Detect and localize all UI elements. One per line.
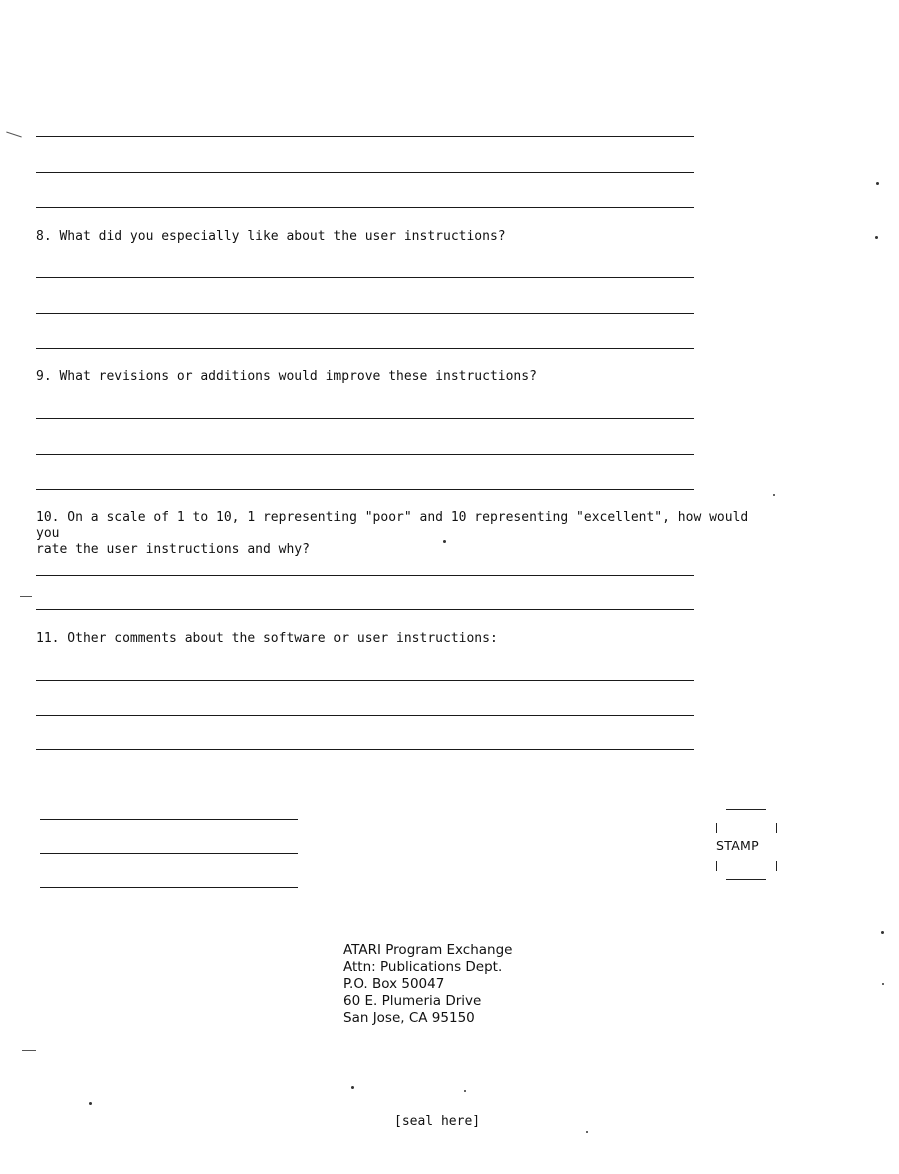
scan-speck <box>443 540 446 543</box>
scan-speck <box>881 931 884 934</box>
answer-line <box>36 609 694 610</box>
answer-line <box>36 136 694 137</box>
stamp-right-border <box>776 861 777 871</box>
answer-line <box>36 172 694 173</box>
address-line: P.O. Box 50047 <box>343 976 445 992</box>
mailing-address <box>343 942 513 1027</box>
scan-speck <box>875 236 878 239</box>
answer-line <box>36 277 694 278</box>
question-11: 11. Other comments about the software or user instructions: <box>36 631 498 646</box>
stamp-top-border <box>726 809 766 810</box>
stamp-right-border <box>776 823 777 833</box>
scan-speck <box>586 1131 588 1133</box>
scan-speck <box>882 983 884 985</box>
stamp-bottom-border <box>726 879 766 880</box>
stamp-box <box>708 806 784 886</box>
answer-line <box>36 715 694 716</box>
scan-mark <box>20 596 32 597</box>
answer-line <box>36 575 694 576</box>
answer-line <box>36 749 694 750</box>
scan-speck <box>464 1090 466 1092</box>
scan-speck <box>89 1102 92 1105</box>
stamp-left-border <box>716 861 717 871</box>
stamp-left-border <box>716 823 717 833</box>
question-8: 8. What did you especially like about the user instructions? <box>36 229 506 244</box>
scan-speck <box>773 494 775 496</box>
scan-mark <box>22 1050 36 1051</box>
question-10: 10. On a scale of 1 to 10, 1 representing "poor" and 10 representing "excellent", how would you rate the user instructions and why? <box>36 510 749 557</box>
scan-speck <box>876 182 879 185</box>
answer-line <box>36 680 694 681</box>
return-address-line <box>40 853 298 854</box>
address-line: 60 E. Plumeria Drive <box>343 993 482 1009</box>
answer-line <box>36 207 694 208</box>
address-line: ATARI Program Exchange <box>343 942 513 958</box>
answer-line <box>36 489 694 490</box>
return-address-line <box>40 819 298 820</box>
address-line: Attn: Publications Dept. <box>343 959 503 975</box>
return-address-line <box>40 887 298 888</box>
stamp-label: STAMP <box>716 838 759 853</box>
answer-line <box>36 313 694 314</box>
question-9: 9. What revisions or additions would improve these instructions? <box>36 369 537 384</box>
seal-note: [seal here] <box>394 1114 481 1129</box>
answer-line <box>36 418 694 419</box>
address-line: San Jose, CA 95150 <box>343 1010 475 1026</box>
answer-line <box>36 348 694 349</box>
scan-speck <box>351 1086 354 1089</box>
answer-line <box>36 454 694 455</box>
scan-mark <box>6 132 22 138</box>
